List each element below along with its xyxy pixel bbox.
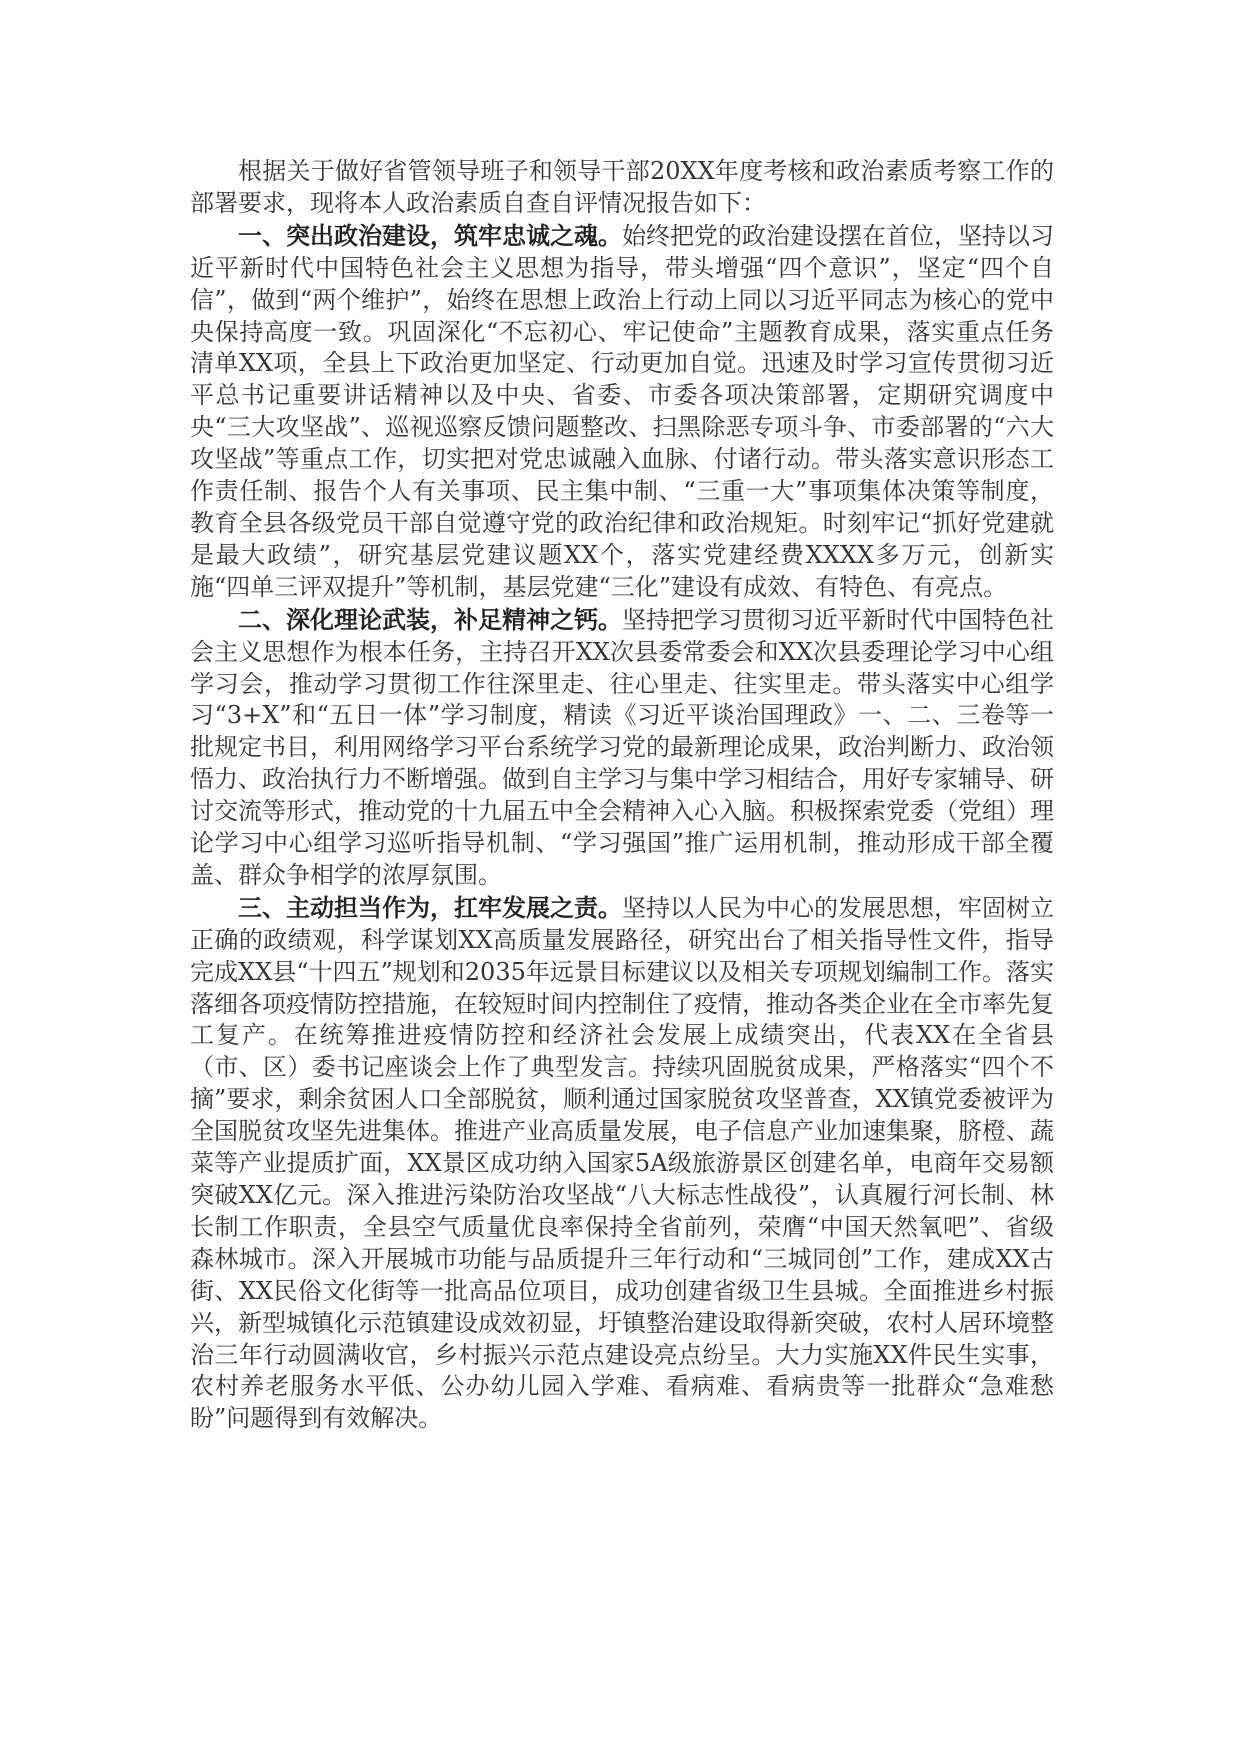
section-1-paragraph — [190, 220, 1054, 604]
section-2-heading: 二、深化理论武装，补足精神之钙。 — [238, 604, 622, 634]
section-2-paragraph — [190, 604, 1054, 892]
intro-paragraph — [190, 155, 1054, 220]
section-1-body: 始终把党的政治建设摆在首位，坚持以习近平新时代中国特色社会主义思想为指导，带头增强“四个意识”，坚定“四个自信”，做到“两个维护”，始终在思想上政治上行动上同以习近平同志为核心的党中央保持高度一致。巩固深化“不忘初心、牢记使命”主题教育成果，落实重点任务清单XX项，全县上下政治更加坚定、行动更加自觉。迅速及时学习宣传贯彻习近平总书记重要讲话精神以及中央、省委、市委各项决策部署，定期研究调度中央“三大攻坚战”、巡视巡察反馈问题整改、扫黑除恶专项斗争、市委部署的“六大攻坚战”等重点工作，切实把对党忠诚融入血脉、付诸行动。带头落实意识形态工作责任制、报告个人有关事项、民主集中制、“三重一大”事项集体决策等制度，教育全县各级党员干部自觉遵守党的政治纪律和政治规矩。时刻牢记“抓好党建就是最大政绩”，研究基层党建议题XX个，落实党建经费XXXX多万元，创新实施“四单三评双提升”等机制，基层党建“三化”建设有成效、有特色、有亮点。 — [190, 221, 1054, 601]
section-3-body: 坚持以人民为中心的发展思想，牢固树立正确的政绩观，科学谋划XX高质量发展路径，研究出台了相关指导性文件，指导完成XX县“十四五”规划和2035年远景目标建议以及相关专项规划编制工作。落实落细各项疫情防控措施，在较短时间内控制住了疫情，推动各类企业在全市率先复工复产。在统筹推进疫情防控和经济社会发展上成绩突出，代表XX在全省县（市、区）委书记座谈会上作了典型发言。持续巩固脱贫成果，严格落实“四个不摘”要求，剩余贫困人口全部脱贫，顺利通过国家脱贫攻坚普查，XX镇党委被评为全国脱贫攻坚先进集体。推进产业高质量发展，电子信息产业加速集聚，脐橙、蔬菜等产业提质扩面，XX景区成功纳入国家5A级旅游景区创建名单，电商年交易额突破XX亿元。深入推进污染防治攻坚战“八大标志性战役”，认真履行河长制、林长制工作职责，全县空气质量优良率保持全省前列，荣膺“中国天然氧吧”、省级森林城市。深入开展城市功能与品质提升三年行动和“三城同创”工作，建成XX古街、XX民俗文化街等一批高品位项目，成功创建省级卫生县城。全面推进乡村振兴，新型城镇化示范镇建设成效初显，圩镇整治建设取得新突破，农村人居环境整治三年行动圆满收官，乡村振兴示范点建设亮点纷呈。大力实施XX件民生实事，农村养老服务水平低、公办幼儿园入学难、看病难、看病贵等一批群众“急难愁盼”问题得到有效解决。 — [190, 893, 1054, 1433]
document-page — [190, 155, 1054, 1435]
section-2-body: 坚持把学习贯彻习近平新时代中国特色社会主义思想作为根本任务，主持召开XX次县委常委会和XX次县委理论学习中心组学习会，推动学习贯彻工作往深里走、往心里走、往实里走。带头落实中心组学习“3+X”和“五日一体”学习制度，精读《习近平谈治国理政》一、二、三卷等一批规定书目，利用网络学习平台系统学习党的最新理论成果，政治判断力、政治领悟力、政治执行力不断增强。做到自主学习与集中学习相结合，用好专家辅导、研讨交流等形式，推动党的十九届五中全会精神入心入脑。积极探索党委（党组）理论学习中心组学习巡听指导机制、“学习强国”推广运用机制，推动形成干部全覆盖、群众争相学的浓厚氛围。 — [190, 605, 1054, 889]
paragraph-body: 根据关于做好省管领导班子和领导干部20XX年度考核和政治素质考察工作的部署要求，现将本人政治素质自查自评情况报告如下： — [190, 157, 1054, 217]
section-3-paragraph — [190, 892, 1054, 1435]
section-1-heading: 一、突出政治建设，筑牢忠诚之魂。 — [238, 220, 622, 250]
section-3-heading: 三、主动担当作为，扛牢发展之责。 — [238, 892, 622, 922]
